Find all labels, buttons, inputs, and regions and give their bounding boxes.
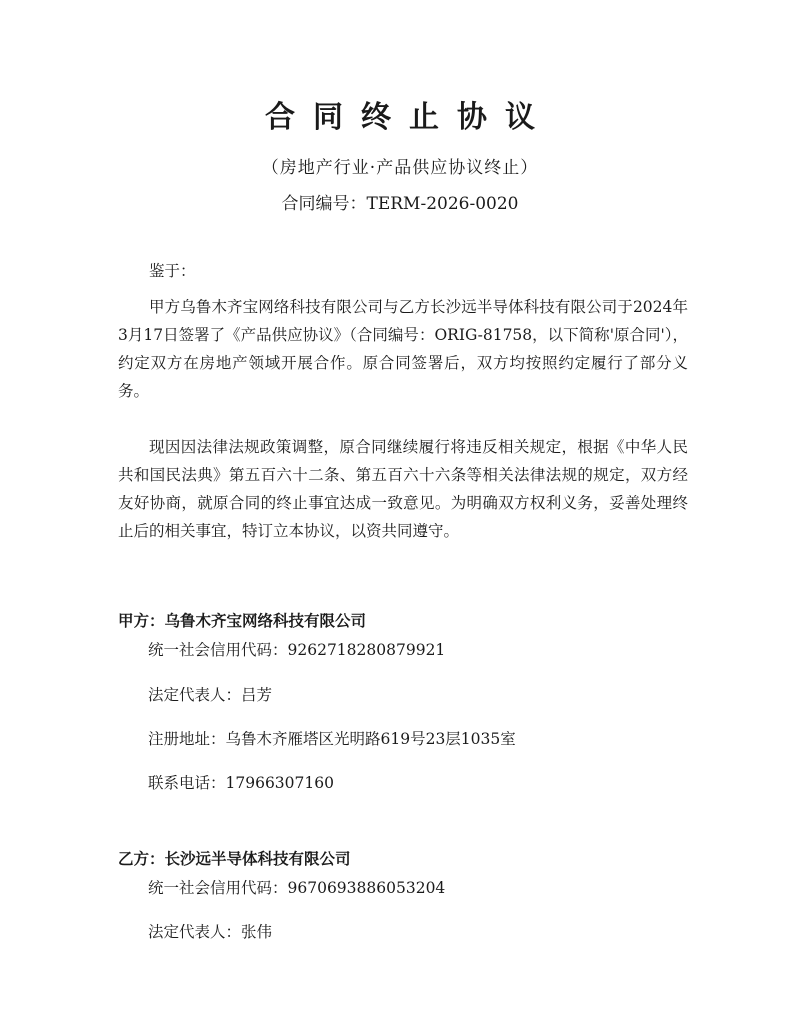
party-a-address: 注册地址：乌鲁木齐雁塔区光明路619号23层1035室 — [148, 730, 516, 748]
document-title: 合同终止协议 — [265, 100, 553, 135]
contract-number — [0, 189, 800, 214]
party-a-credit-code: 统一社会信用代码：9262718280879921 — [148, 641, 446, 659]
greeting: 鉴于： — [149, 262, 196, 280]
party-b-credit-code: 统一社会信用代码：9670693886053204 — [148, 879, 446, 897]
party-a-phone: 联系电话：17966307160 — [148, 774, 334, 792]
party-b-heading: 乙方：长沙远半导体科技有限公司 — [118, 850, 351, 868]
party-a-heading: 甲方：乌鲁木齐宝网络科技有限公司 — [118, 612, 367, 630]
party-a-legal-rep: 法定代表人：吕芳 — [148, 686, 273, 704]
contract-number-label: 合同编号： — [281, 194, 367, 214]
party-b-legal-rep: 法定代表人：张伟 — [148, 923, 273, 941]
document-subtitle: （房地产行业·产品供应协议终止） — [261, 158, 539, 178]
paragraph-reason: 现因因法律法规政策调整，原合同继续履行将违反相关规定，根据《中华人民共和国民法典》第五百六十二条、第五百六十六条等相关法律法规的规定，双方经友好协商，就原合同的终止事宜达成一致意见。为明确双方权利义务，妥善处理终止后的相关事宜，特订立本协议，以资共同遵守。 — [118, 438, 688, 540]
paragraph-background: 甲方乌鲁木齐宝网络科技有限公司与乙方长沙远半导体科技有限公司于2024年3月17日签署了《产品供应协议》（合同编号：ORIG-81758，以下简称'原合同'），约定双方在房地产领域开展合作。原合同签署后，双方均按照约定履行了部分义务。 — [118, 298, 688, 400]
contract-number-value: TERM-2026-0020 — [366, 194, 519, 214]
